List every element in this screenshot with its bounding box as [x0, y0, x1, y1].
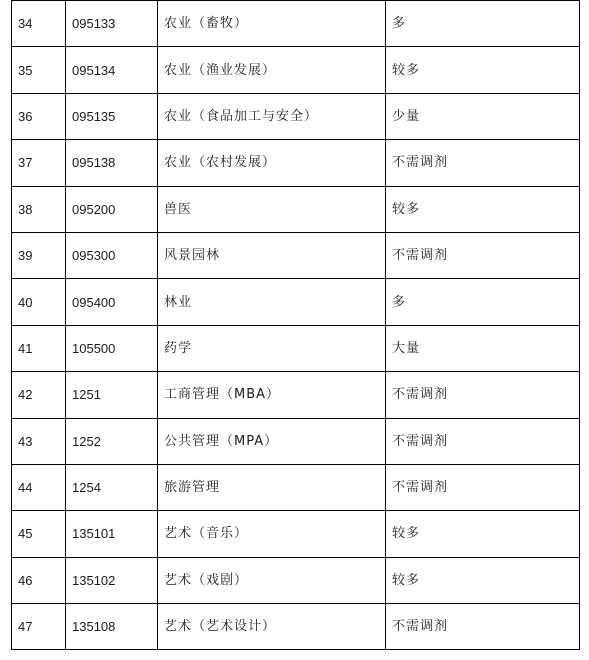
program-name: 农业（渔业发展）	[158, 47, 386, 93]
program-table	[11, 0, 580, 650]
program-code: 095300	[66, 232, 158, 278]
adjustment-demand: 大量	[386, 325, 580, 371]
row-number: 45	[12, 511, 66, 557]
adjustment-demand: 较多	[386, 557, 580, 603]
table-row	[12, 604, 580, 650]
adjustment-demand: 不需调剂	[386, 372, 580, 418]
adjustment-demand: 不需调剂	[386, 418, 580, 464]
program-name: 兽医	[158, 186, 386, 232]
table-row	[12, 511, 580, 557]
program-code: 105500	[66, 325, 158, 371]
row-number: 41	[12, 325, 66, 371]
program-code: 1251	[66, 372, 158, 418]
table-row	[12, 464, 580, 510]
adjustment-demand: 不需调剂	[386, 232, 580, 278]
program-name: 农业（食品加工与安全）	[158, 93, 386, 139]
program-name: 艺术（艺术设计）	[158, 604, 386, 650]
program-code: 095138	[66, 140, 158, 186]
program-code: 095134	[66, 47, 158, 93]
adjustment-demand: 多	[386, 279, 580, 325]
row-number: 42	[12, 372, 66, 418]
program-name: 农业（农村发展）	[158, 140, 386, 186]
row-number: 47	[12, 604, 66, 650]
row-number: 36	[12, 93, 66, 139]
program-name: 艺术（音乐）	[158, 511, 386, 557]
row-number: 46	[12, 557, 66, 603]
adjustment-demand: 不需调剂	[386, 464, 580, 510]
table-row	[12, 1, 580, 47]
table-row	[12, 140, 580, 186]
program-code: 095133	[66, 1, 158, 47]
table-row	[12, 279, 580, 325]
table-row	[12, 325, 580, 371]
row-number: 37	[12, 140, 66, 186]
program-code: 095400	[66, 279, 158, 325]
program-code: 135102	[66, 557, 158, 603]
program-name: 药学	[158, 325, 386, 371]
program-name: 风景园林	[158, 232, 386, 278]
program-code: 1252	[66, 418, 158, 464]
adjustment-demand: 较多	[386, 186, 580, 232]
adjustment-demand: 多	[386, 1, 580, 47]
adjustment-demand: 少量	[386, 93, 580, 139]
table-body	[12, 1, 580, 650]
row-number: 35	[12, 47, 66, 93]
table-row	[12, 93, 580, 139]
table-row	[12, 557, 580, 603]
adjustment-demand: 不需调剂	[386, 140, 580, 186]
program-name: 农业（畜牧）	[158, 1, 386, 47]
row-number: 34	[12, 1, 66, 47]
adjustment-demand: 较多	[386, 511, 580, 557]
row-number: 39	[12, 232, 66, 278]
adjustment-demand: 较多	[386, 47, 580, 93]
program-code: 135108	[66, 604, 158, 650]
table-row	[12, 47, 580, 93]
program-name: 公共管理（MPA）	[158, 418, 386, 464]
row-number: 38	[12, 186, 66, 232]
row-number: 44	[12, 464, 66, 510]
row-number: 43	[12, 418, 66, 464]
table-row	[12, 232, 580, 278]
adjustment-demand: 不需调剂	[386, 604, 580, 650]
program-name: 旅游管理	[158, 464, 386, 510]
program-code: 095135	[66, 93, 158, 139]
row-number: 40	[12, 279, 66, 325]
program-name: 林业	[158, 279, 386, 325]
program-name: 艺术（戏剧）	[158, 557, 386, 603]
table-row	[12, 372, 580, 418]
program-code: 1254	[66, 464, 158, 510]
table-row	[12, 418, 580, 464]
program-code: 095200	[66, 186, 158, 232]
program-code: 135101	[66, 511, 158, 557]
program-name: 工商管理（MBA）	[158, 372, 386, 418]
table-row	[12, 186, 580, 232]
